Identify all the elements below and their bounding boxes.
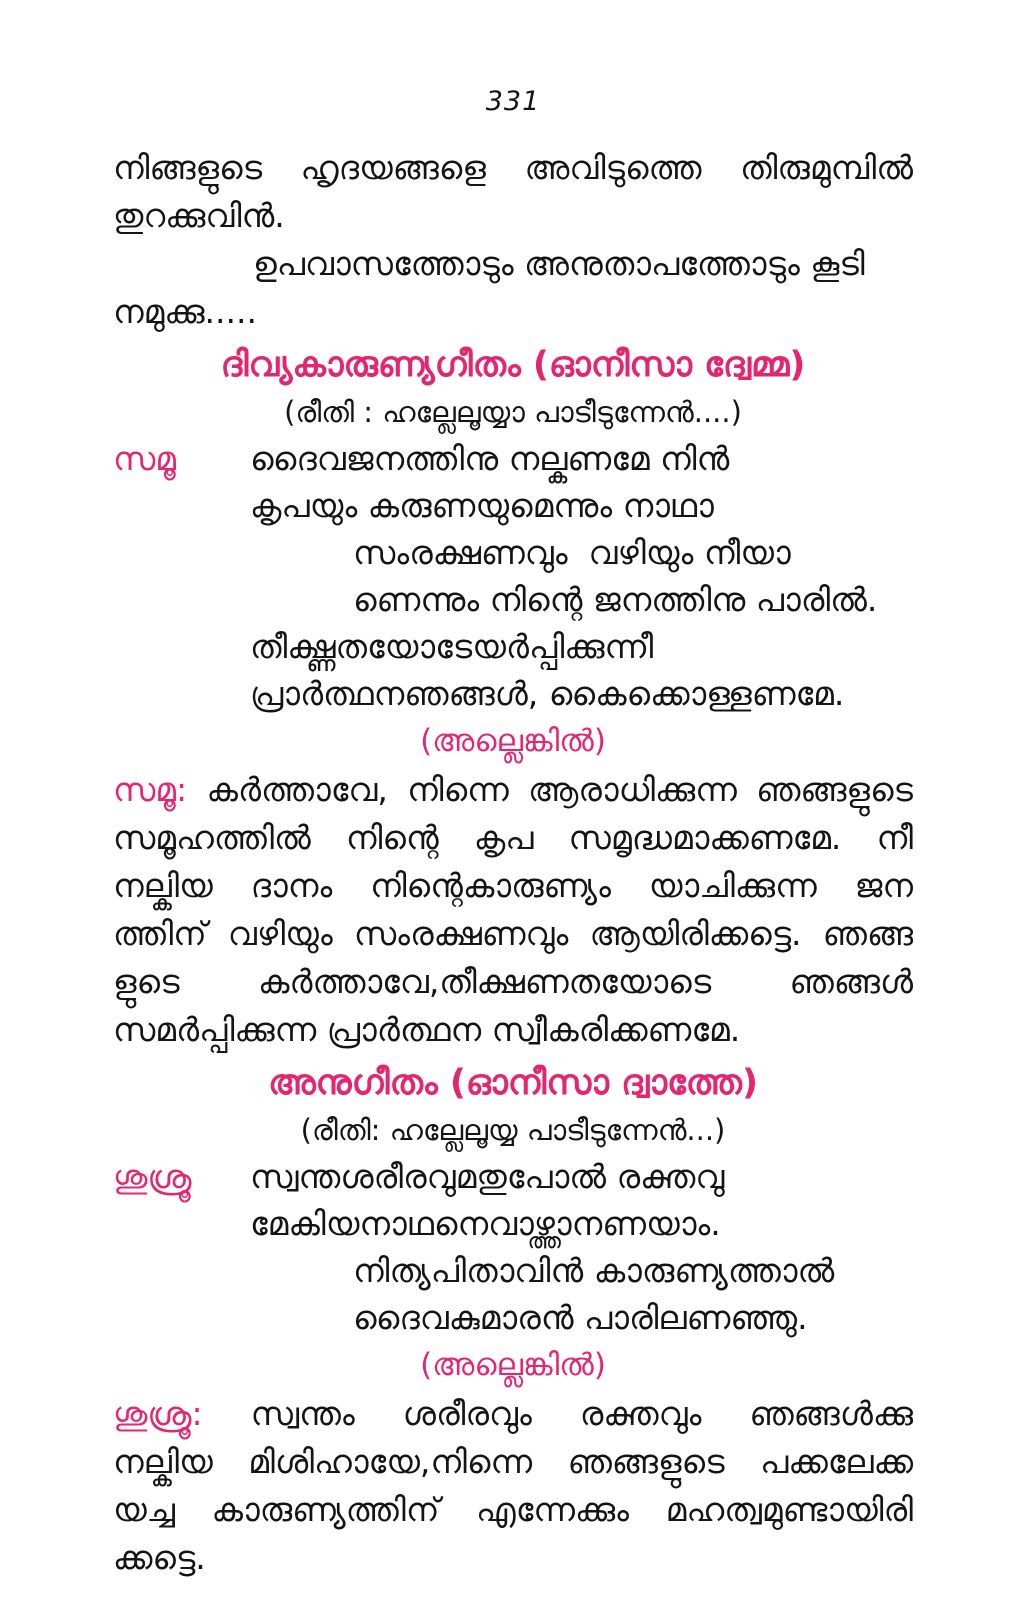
intro-paragraph: [113, 144, 913, 336]
hymn1-alt-paragraph: [113, 766, 913, 1054]
alternative-marker: (അല്ലെങ്കിൽ): [420, 1347, 606, 1383]
text-line: നിങ്ങളുടെ ഹൃദയങ്ങളെ അവിടുത്തെ തിരുമുമ്പിൽ: [113, 148, 913, 187]
speaker-label: സമൂ:: [113, 770, 188, 809]
verse-line: നിത്യപിതാവിൻ കാരുണ്യത്താൽ: [353, 1251, 835, 1290]
text-line: നമുക്കു.....: [113, 292, 257, 331]
verse-line: സ്വന്തശരീരവുമതുപോൽ രക്തവു: [250, 1157, 725, 1196]
text-line: സമർപ്പിക്കുന്ന പ്രാർത്ഥന സ്വീകരിക്കണമേ.: [113, 1010, 741, 1049]
verse-line: ദൈവകുമാരൻ പാരിലണഞ്ഞു.: [353, 1298, 808, 1337]
verse-line: ദൈവജനത്തിനു നല്കണമേ നിൻ: [250, 439, 730, 478]
text-segment: കർത്താവേ, നിന്നെ ആരാധിക്കുന്ന ഞങ്ങളുടെ: [206, 770, 913, 809]
text-line: ഉപവാസത്തോടും അനുതാപത്തോടും കൂടി: [253, 244, 865, 283]
hymn1-tune-line: (രീതി : ഹല്ലേലൂയ്യാ പാടീടുന്നേൻ....): [284, 395, 742, 429]
verse-line: തീക്ഷ്ണതയോടേയർപ്പിക്കുന്നീ: [250, 627, 654, 666]
hymn2-verse: [113, 1153, 913, 1341]
text-line: നല്കിയ ദാനം നിന്റെകാരുണ്യം യാചിക്കുന്ന ജന: [113, 866, 913, 905]
hymn2-title: അനുഗീതം (ഓനീസാ ദ്വാത്തേ): [268, 1063, 758, 1103]
verse-line: മേകിയനാഥനെവാഴ്ത്താനണയാം.: [250, 1204, 721, 1243]
text-segment: സ്വന്തം ശരീരവും രക്തവും ഞങ്ങൾക്കു: [250, 1394, 913, 1433]
text-line: [113, 1390, 913, 1438]
speaker-label: ശുശ്രൂ:: [113, 1394, 203, 1433]
text-line: ളുടെ കർത്താവേ,തീക്ഷണതയോടെ ഞങ്ങൾ: [113, 962, 913, 1001]
verse-line: പ്രാർത്ഥനഞങ്ങൾ, കൈക്കൊള്ളണമേ.: [250, 674, 845, 713]
page-number: 331: [485, 86, 541, 117]
hymn1-title: ദിവ്യകാരുണ്യഗീതം (ഓനീസാ ദ്വേമ്മ): [220, 345, 806, 385]
speaker-label: സമൂ: [113, 439, 177, 478]
text-line: [113, 766, 913, 814]
text-line: തുറക്കുവിൻ.: [113, 196, 285, 235]
verse-line: കൃപയും കരുണയുമെന്നും നാഥാ: [250, 486, 714, 525]
hymn2-alt-paragraph: [113, 1390, 913, 1582]
verse-line: ണെന്നും നിന്റെ ജനത്തിനു പാരിൽ.: [353, 580, 878, 619]
text-line: നല്കിയ മിശിഹായേ,നിന്നെ ഞങ്ങളുടെ പക്കലേക്ക: [113, 1442, 913, 1481]
hymn1-verse: [113, 435, 913, 717]
alternative-marker: (അല്ലെങ്കിൽ): [420, 723, 606, 759]
text-line: ക്കട്ടെ.: [113, 1538, 206, 1577]
hymn2-tune-line: (രീതി: ഹല്ലേലൂയ്യ പാടീടുന്നേൻ...): [300, 1113, 726, 1147]
text-line: സമൂഹത്തിൽ നിന്റെ കൃപ സമൃദ്ധമാക്കണമേ. നീ: [113, 818, 913, 857]
verse-line: സംരക്ഷണവും വഴിയും നീയാ: [353, 533, 791, 572]
text-line: യച്ച കാരുണ്യത്തിന് എന്നേക്കും മഹത്വമുണ്ടായിരി: [113, 1490, 913, 1529]
speaker-label: ശുശ്രൂ: [113, 1157, 192, 1196]
text-line: ത്തിന് വഴിയും സംരക്ഷണവും ആയിരിക്കട്ടെ. ഞങ്ങ: [113, 914, 913, 953]
